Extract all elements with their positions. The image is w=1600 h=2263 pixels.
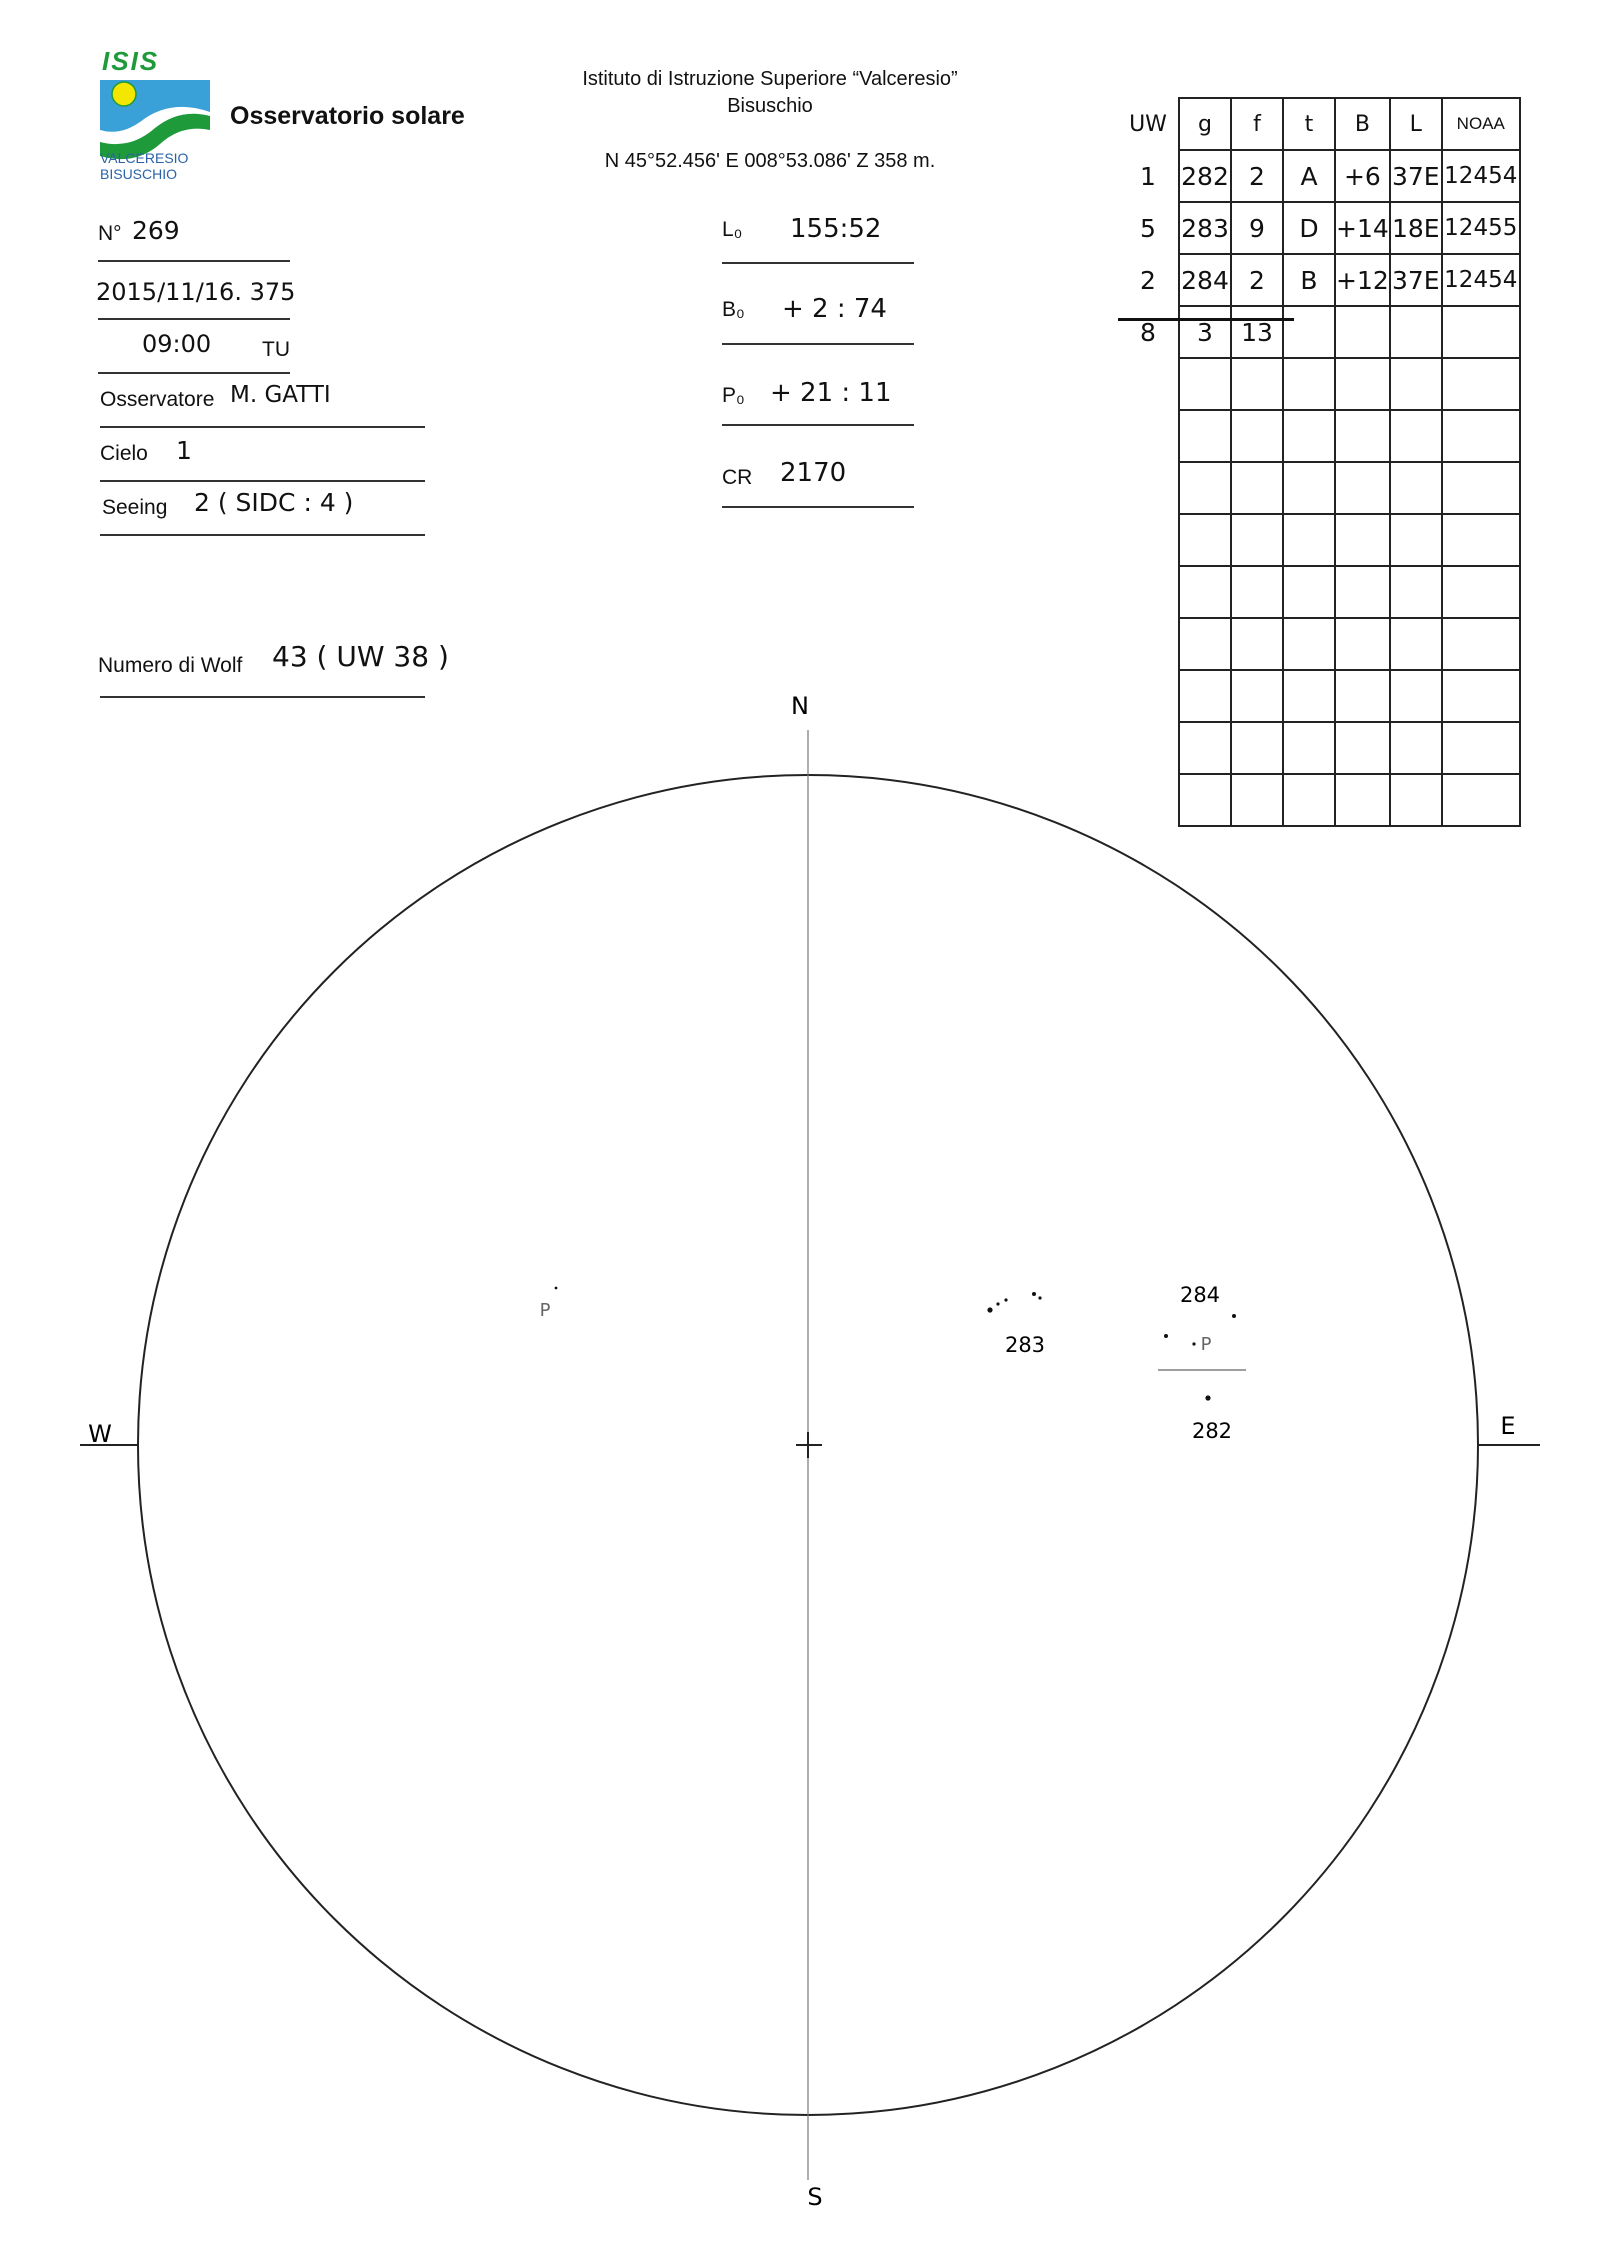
table-cell — [1231, 670, 1283, 722]
group-label-284: 284 — [1179, 1283, 1221, 1307]
b0-value: + 2 : 74 — [782, 294, 887, 324]
table-cell — [1179, 774, 1231, 826]
table-header-t: t — [1283, 98, 1335, 150]
sunspot — [1205, 1395, 1210, 1400]
wolf-value: 43 ( UW 38 ) — [272, 640, 449, 673]
table-row — [1118, 306, 1520, 358]
sunspot — [996, 1302, 999, 1305]
table-cell: 18E — [1390, 202, 1442, 254]
table-header-noaa: NOAA — [1442, 98, 1520, 150]
table-empty-row — [1118, 410, 1520, 462]
observatory-coordinates: N 45°52.456' E 008°53.086' Z 358 m. — [604, 150, 936, 172]
table-cell: 2 — [1140, 265, 1156, 295]
sunspot — [1038, 1296, 1041, 1299]
number-label: N° — [98, 222, 122, 245]
date-value: 2015/11/16. 375 — [96, 278, 296, 306]
p0-label: P₀ — [722, 384, 745, 407]
table-header-l: L — [1390, 98, 1442, 150]
table-empty-row — [1118, 618, 1520, 670]
table-cell — [1231, 514, 1283, 566]
table-cell — [1231, 618, 1283, 670]
sunspot — [1232, 1314, 1236, 1318]
table-cell — [1335, 774, 1390, 826]
table-cell — [1179, 410, 1231, 462]
table-cell — [1335, 566, 1390, 618]
table-cell — [1283, 410, 1335, 462]
table-header-row — [1118, 98, 1520, 150]
b0-underline — [722, 343, 914, 345]
table-cell — [1283, 358, 1335, 410]
table-cell — [1118, 410, 1179, 462]
table-cell — [1390, 462, 1442, 514]
l0-label: L₀ — [722, 218, 743, 241]
table-cell — [1335, 670, 1390, 722]
table-cell: 2 — [1231, 150, 1283, 202]
table-cell — [1179, 462, 1231, 514]
table-cell — [1335, 462, 1390, 514]
table-cell: +12 — [1335, 254, 1390, 306]
table-cell — [1283, 618, 1335, 670]
table-cell — [1442, 670, 1520, 722]
sunspot — [1164, 1334, 1168, 1338]
table-cell: 3 — [1179, 306, 1231, 358]
table-cell — [1335, 514, 1390, 566]
institute-town: Bisuschio — [727, 95, 813, 117]
observer-label: Osservatore — [100, 388, 215, 411]
table-cell: 12455 — [1442, 202, 1520, 254]
table-cell: +6 — [1335, 150, 1390, 202]
table-cell — [1179, 566, 1231, 618]
total-rule — [1118, 318, 1294, 321]
table-cell — [1118, 774, 1179, 826]
table-cell — [1231, 722, 1283, 774]
number-value: 269 — [132, 216, 180, 245]
table-cell — [1179, 514, 1231, 566]
sunspot — [1032, 1292, 1036, 1296]
table-empty-row — [1118, 358, 1520, 410]
table-cell — [1335, 722, 1390, 774]
table-cell: 1 — [1140, 161, 1156, 191]
solar-disk-outline — [138, 775, 1478, 2115]
table-cell — [1390, 514, 1442, 566]
table-row — [1118, 254, 1520, 306]
table-cell: D — [1283, 202, 1335, 254]
logo-wordmark: ISIS — [102, 46, 160, 76]
sky-value: 1 — [176, 436, 192, 465]
p0-value: + 21 : 11 — [770, 378, 892, 408]
table-cell: 12454 — [1442, 150, 1520, 202]
table-cell: A — [1283, 150, 1335, 202]
cr-underline — [722, 506, 914, 508]
table-cell — [1283, 566, 1335, 618]
table-cell: B — [1283, 254, 1335, 306]
observatory-title: Osservatorio solare — [230, 102, 465, 130]
sunspot — [1192, 1342, 1195, 1345]
table-cell: 12454 — [1442, 254, 1520, 306]
l0-underline — [722, 262, 914, 264]
table-cell — [1335, 618, 1390, 670]
cr-label: CR — [722, 466, 753, 489]
table-cell — [1390, 670, 1442, 722]
table-cell — [1118, 670, 1179, 722]
sunspot — [555, 1287, 558, 1290]
table-empty-row — [1118, 566, 1520, 618]
logo-subtitle-line2: BISUSCHIO — [100, 166, 178, 182]
table-cell — [1442, 514, 1520, 566]
table-cell — [1442, 566, 1520, 618]
penumbra-mark-east: P — [1200, 1334, 1212, 1355]
table-cell — [1390, 306, 1442, 358]
table-cell — [1442, 306, 1520, 358]
table-cell — [1442, 774, 1520, 826]
table-row — [1118, 202, 1520, 254]
table-cell — [1231, 410, 1283, 462]
table-cell: 9 — [1231, 202, 1283, 254]
table-cell — [1390, 774, 1442, 826]
table-header-f: f — [1231, 98, 1283, 150]
table-cell — [1179, 722, 1231, 774]
table-cell — [1283, 670, 1335, 722]
observer-underline — [100, 426, 425, 428]
table-empty-row — [1118, 514, 1520, 566]
table-cell: 2 — [1231, 254, 1283, 306]
table-cell: 283 — [1179, 202, 1231, 254]
sunspot — [1004, 1298, 1007, 1301]
table-cell — [1118, 722, 1179, 774]
table-cell: 284 — [1179, 254, 1231, 306]
table-cell: 5 — [1140, 213, 1156, 243]
time-value: 09:00 — [142, 330, 212, 358]
table-cell — [1231, 774, 1283, 826]
institute-name: Istituto di Istruzione Superiore “Valceresio” — [582, 68, 958, 90]
table-cell — [1231, 566, 1283, 618]
table-cell: 282 — [1179, 150, 1231, 202]
table-cell — [1283, 774, 1335, 826]
table-cell — [1442, 410, 1520, 462]
table-cell — [1283, 306, 1335, 358]
table-cell — [1283, 722, 1335, 774]
table-cell — [1283, 514, 1335, 566]
table-cell — [1118, 618, 1179, 670]
table-cell — [1335, 306, 1390, 358]
seeing-value: 2 ( SIDC : 4 ) — [194, 488, 354, 517]
group-label-282: 282 — [1191, 1419, 1233, 1443]
table-cell — [1118, 566, 1179, 618]
time-unit: TU — [262, 338, 290, 361]
table-cell — [1179, 670, 1231, 722]
cr-value: 2170 — [780, 458, 847, 488]
table-empty-row — [1118, 774, 1520, 826]
l0-value: 155:52 — [790, 214, 882, 244]
b0-label: B₀ — [722, 298, 745, 321]
table-cell — [1179, 358, 1231, 410]
table-cell — [1390, 358, 1442, 410]
seeing-underline — [100, 534, 425, 536]
groups-table — [1118, 97, 1521, 827]
table-cell — [1442, 358, 1520, 410]
penumbra-mark-west: P — [539, 1300, 551, 1321]
south-marker: S — [807, 2183, 823, 2211]
sky-underline — [100, 480, 425, 482]
table-cell: 13 — [1231, 306, 1283, 358]
table-cell: +14 — [1335, 202, 1390, 254]
table-cell — [1118, 514, 1179, 566]
table-header-g: g — [1179, 98, 1231, 150]
table-cell — [1442, 722, 1520, 774]
wolf-label: Numero di Wolf — [98, 654, 243, 677]
observer-value: M. GATTI — [230, 382, 331, 408]
table-cell — [1390, 410, 1442, 462]
group-label-283: 283 — [1004, 1333, 1046, 1357]
wolf-underline — [100, 696, 425, 698]
logo-subtitle-line1: VALCERESIO — [100, 150, 189, 166]
table-cell — [1335, 358, 1390, 410]
table-cell: 37E — [1390, 254, 1442, 306]
table-row — [1118, 150, 1520, 202]
number-underline — [98, 260, 290, 262]
table-cell — [1442, 618, 1520, 670]
table-cell — [1390, 566, 1442, 618]
table-empty-row — [1118, 722, 1520, 774]
table-header-uw: UW — [1129, 111, 1167, 137]
north-marker: N — [791, 692, 809, 720]
table-header-b: B — [1335, 98, 1390, 150]
table-cell — [1390, 722, 1442, 774]
sky-label: Cielo — [100, 442, 148, 465]
table-cell — [1118, 462, 1179, 514]
table-cell — [1390, 618, 1442, 670]
p0-underline — [722, 424, 914, 426]
table-cell: 8 — [1140, 317, 1156, 347]
table-empty-row — [1118, 670, 1520, 722]
table-empty-row — [1118, 462, 1520, 514]
table-cell — [1118, 358, 1179, 410]
table-cell — [1179, 618, 1231, 670]
date-underline — [98, 318, 290, 320]
west-marker: W — [88, 1420, 112, 1448]
table-cell — [1283, 462, 1335, 514]
east-marker: E — [1500, 1412, 1516, 1440]
table-cell — [1231, 462, 1283, 514]
table-cell — [1335, 410, 1390, 462]
table-cell — [1442, 462, 1520, 514]
time-underline — [98, 372, 290, 374]
sunspot — [987, 1307, 992, 1312]
table-cell: 37E — [1390, 150, 1442, 202]
seeing-label: Seeing — [102, 496, 168, 519]
table-cell — [1231, 358, 1283, 410]
